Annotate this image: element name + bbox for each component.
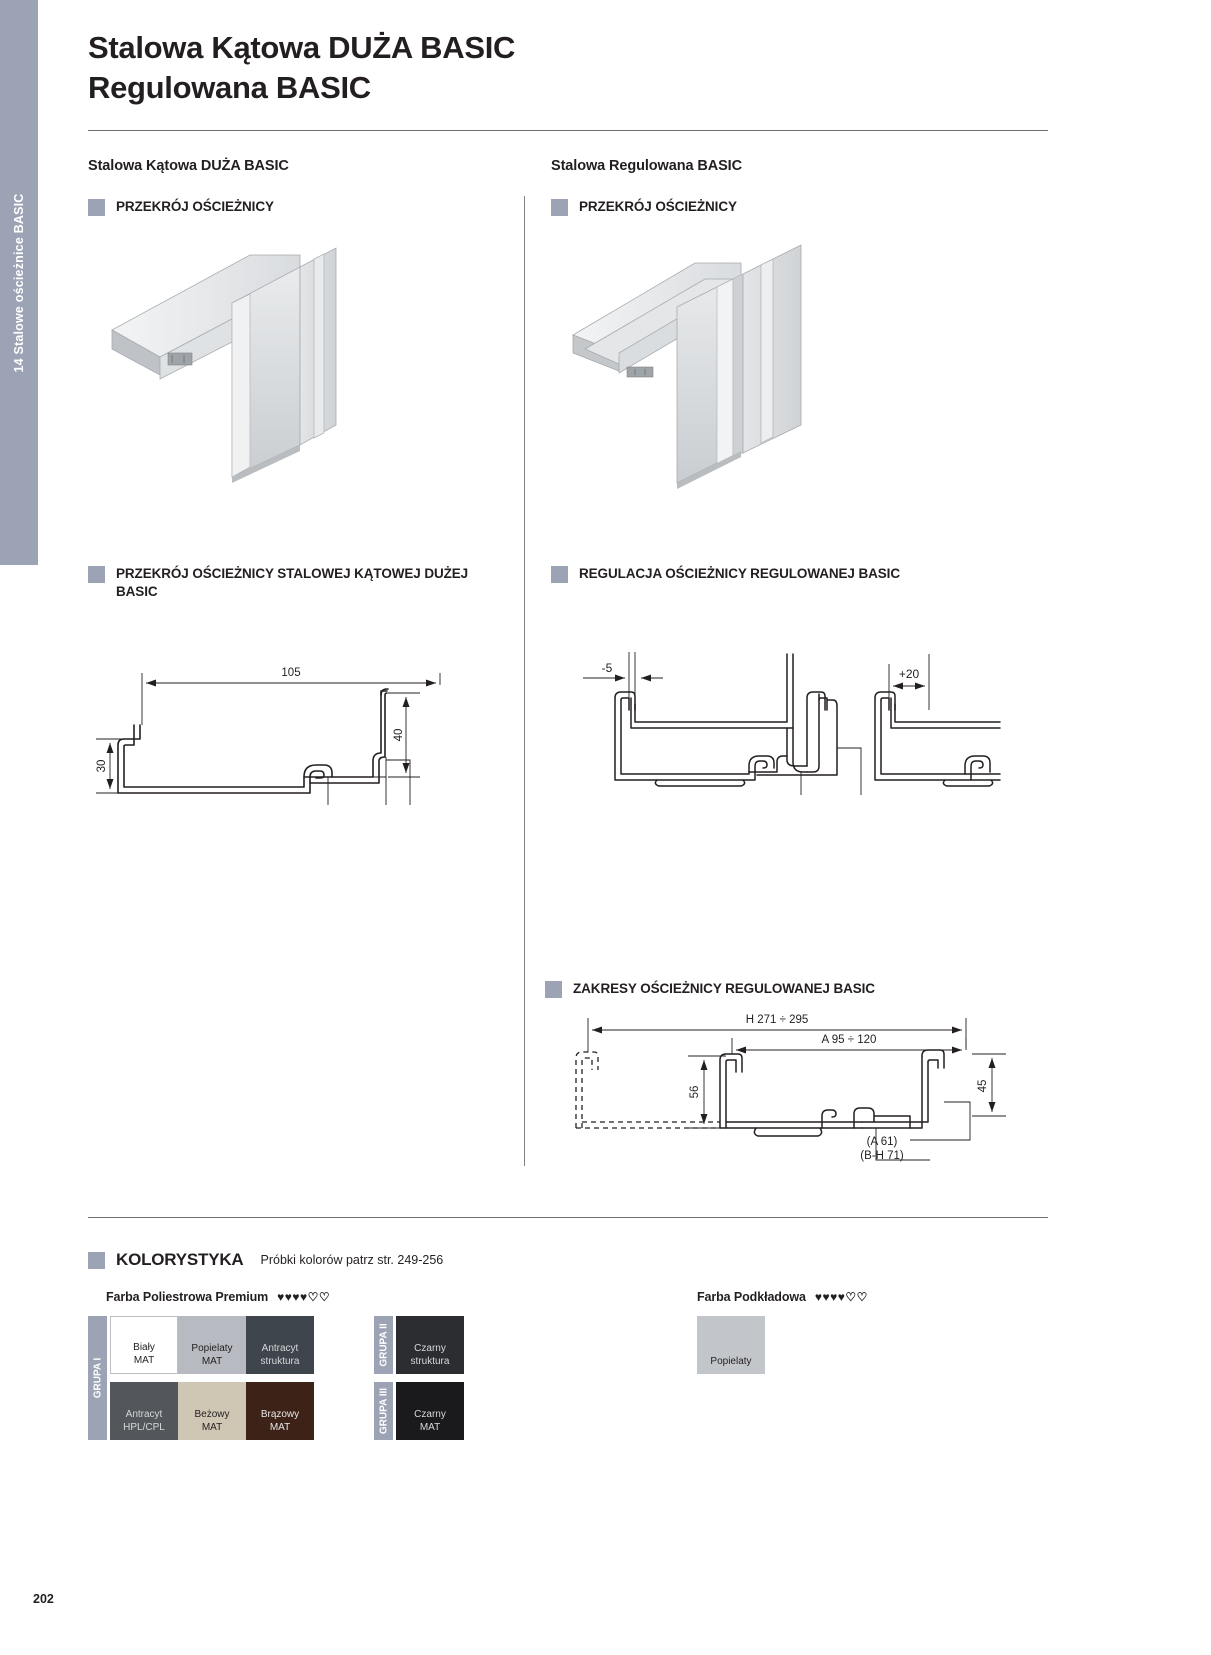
color-group-label: GRUPA I	[92, 1357, 103, 1399]
heading-right-zakresy-label: ZAKRESY OŚCIEŻNICY REGULOWANEJ BASIC	[573, 981, 875, 996]
sidebar-chapter-label: 14 Stalowe ościeżnice BASIC	[12, 192, 26, 373]
color-swatch[interactable]	[246, 1382, 314, 1440]
paint-primer-label: Farba Podkładowa	[697, 1290, 806, 1304]
color-swatch-name: Popielaty	[710, 1355, 752, 1367]
color-swatch-finish: MAT	[201, 1355, 223, 1367]
drawing-profile-katowa-duza	[88, 625, 508, 805]
heading-left-tech-label: PRZEKRÓJ OŚCIEŻNICY STALOWEJ KĄTOWEJ DUŻEJ BASIC	[116, 566, 469, 600]
color-swatch[interactable]	[110, 1382, 178, 1440]
page-title-line2: Regulowana BASIC	[88, 69, 371, 105]
color-swatch-finish: MAT	[133, 1354, 155, 1366]
page-title	[88, 28, 1048, 107]
dim-label-56: 56	[689, 1085, 701, 1099]
color-swatch[interactable]	[178, 1316, 246, 1374]
color-group-label: GRUPA II	[378, 1323, 389, 1367]
dim-label-plus20: +20	[898, 667, 920, 681]
heading-left-przekroj-label: PRZEKRÓJ OŚCIEŻNICY	[116, 199, 274, 214]
dim-label-h-range: H 271 ÷ 295	[745, 1014, 809, 1026]
heading-left-tech	[88, 565, 508, 601]
dim-label-minus5: -5	[601, 661, 613, 675]
colors-divider	[88, 1217, 1048, 1218]
bullet-square-icon	[545, 981, 562, 998]
dim-label-30: 30	[96, 759, 108, 773]
heading-right-regulacja-label: REGULACJA OŚCIEŻNICY REGULOWANEJ BASIC	[579, 566, 900, 581]
right-column-title: Stalowa Regulowana BASIC	[551, 158, 742, 174]
color-swatch[interactable]	[110, 1316, 178, 1374]
drawing-regulacja	[545, 620, 1025, 795]
color-swatch-finish: struktura	[260, 1355, 300, 1367]
color-swatch-finish: MAT	[269, 1421, 291, 1433]
color-swatch-finish: HPL/CPL	[123, 1421, 165, 1433]
color-group-bar	[374, 1316, 393, 1374]
heading-right-przekroj	[551, 198, 737, 216]
dim-label-a-range: A 95 ÷ 120	[821, 1034, 877, 1046]
color-swatch-name: Czarny	[414, 1343, 446, 1354]
paint-premium-label-group	[106, 1290, 330, 1304]
render-frame-katowa-duza	[100, 245, 360, 495]
paint-primer-label-group	[697, 1290, 868, 1304]
color-swatch-finish: struktura	[410, 1355, 450, 1367]
bullet-square-icon	[88, 566, 105, 583]
dim-label-45: 45	[977, 1079, 989, 1093]
paint-premium-rating: ♥♥♥♥♡♡	[277, 1290, 331, 1304]
column-divider	[524, 196, 525, 1166]
color-swatch[interactable]	[396, 1316, 464, 1374]
color-swatch-name: Czarny	[414, 1409, 446, 1420]
dim-note-bh71: (B-H 71)	[860, 1150, 904, 1162]
colors-heading-sub: Próbki kolorów patrz str. 249-256	[260, 1253, 444, 1267]
header-divider	[88, 130, 1048, 131]
color-swatch-name: Brązowy	[260, 1409, 300, 1420]
heading-right-przekroj-label: PRZEKRÓJ OŚCIEŻNICY	[579, 199, 737, 214]
colors-heading	[88, 1250, 443, 1270]
color-swatch[interactable]	[697, 1316, 765, 1374]
paint-premium-label: Farba Poliestrowa Premium	[106, 1290, 269, 1304]
dim-label-105: 105	[281, 667, 301, 679]
color-swatch-name: Antracyt	[125, 1409, 163, 1420]
color-swatch-name: Beżowy	[194, 1409, 230, 1420]
left-column-title: Stalowa Kątowa DUŻA BASIC	[88, 158, 289, 174]
bullet-square-icon	[551, 566, 568, 583]
color-swatch-name: Popielaty	[191, 1343, 233, 1354]
heading-right-zakresy	[545, 980, 1015, 998]
color-swatch-finish: MAT	[419, 1421, 441, 1433]
bullet-square-icon	[551, 199, 568, 216]
page-number: 202	[33, 1592, 54, 1606]
dim-label-40: 40	[393, 728, 405, 742]
bullet-square-icon	[88, 1252, 105, 1269]
color-group-bar	[88, 1316, 107, 1440]
render-frame-regulowana	[565, 245, 825, 495]
color-swatch-name: Biały	[133, 1342, 155, 1353]
color-group-label: GRUPA III	[378, 1387, 389, 1435]
paint-primer-rating: ♥♥♥♥♡♡	[814, 1290, 868, 1304]
color-swatch[interactable]	[396, 1382, 464, 1440]
heading-right-regulacja	[551, 565, 1011, 583]
color-swatch-finish: MAT	[201, 1421, 223, 1433]
color-swatch[interactable]	[178, 1382, 246, 1440]
color-swatch[interactable]	[246, 1316, 314, 1374]
sidebar-chapter-tab	[0, 0, 38, 565]
bullet-square-icon	[88, 199, 105, 216]
dim-note-a61: (A 61)	[866, 1136, 898, 1148]
page-title-line1: Stalowa Kątowa DUŻA BASIC	[88, 30, 516, 65]
color-swatch-name: Antracyt	[261, 1343, 299, 1354]
heading-left-przekroj	[88, 198, 274, 216]
color-group-bar	[374, 1382, 393, 1440]
drawing-zakresy	[570, 1010, 1030, 1180]
colors-heading-strong: KOLORYSTYKA	[116, 1250, 244, 1269]
